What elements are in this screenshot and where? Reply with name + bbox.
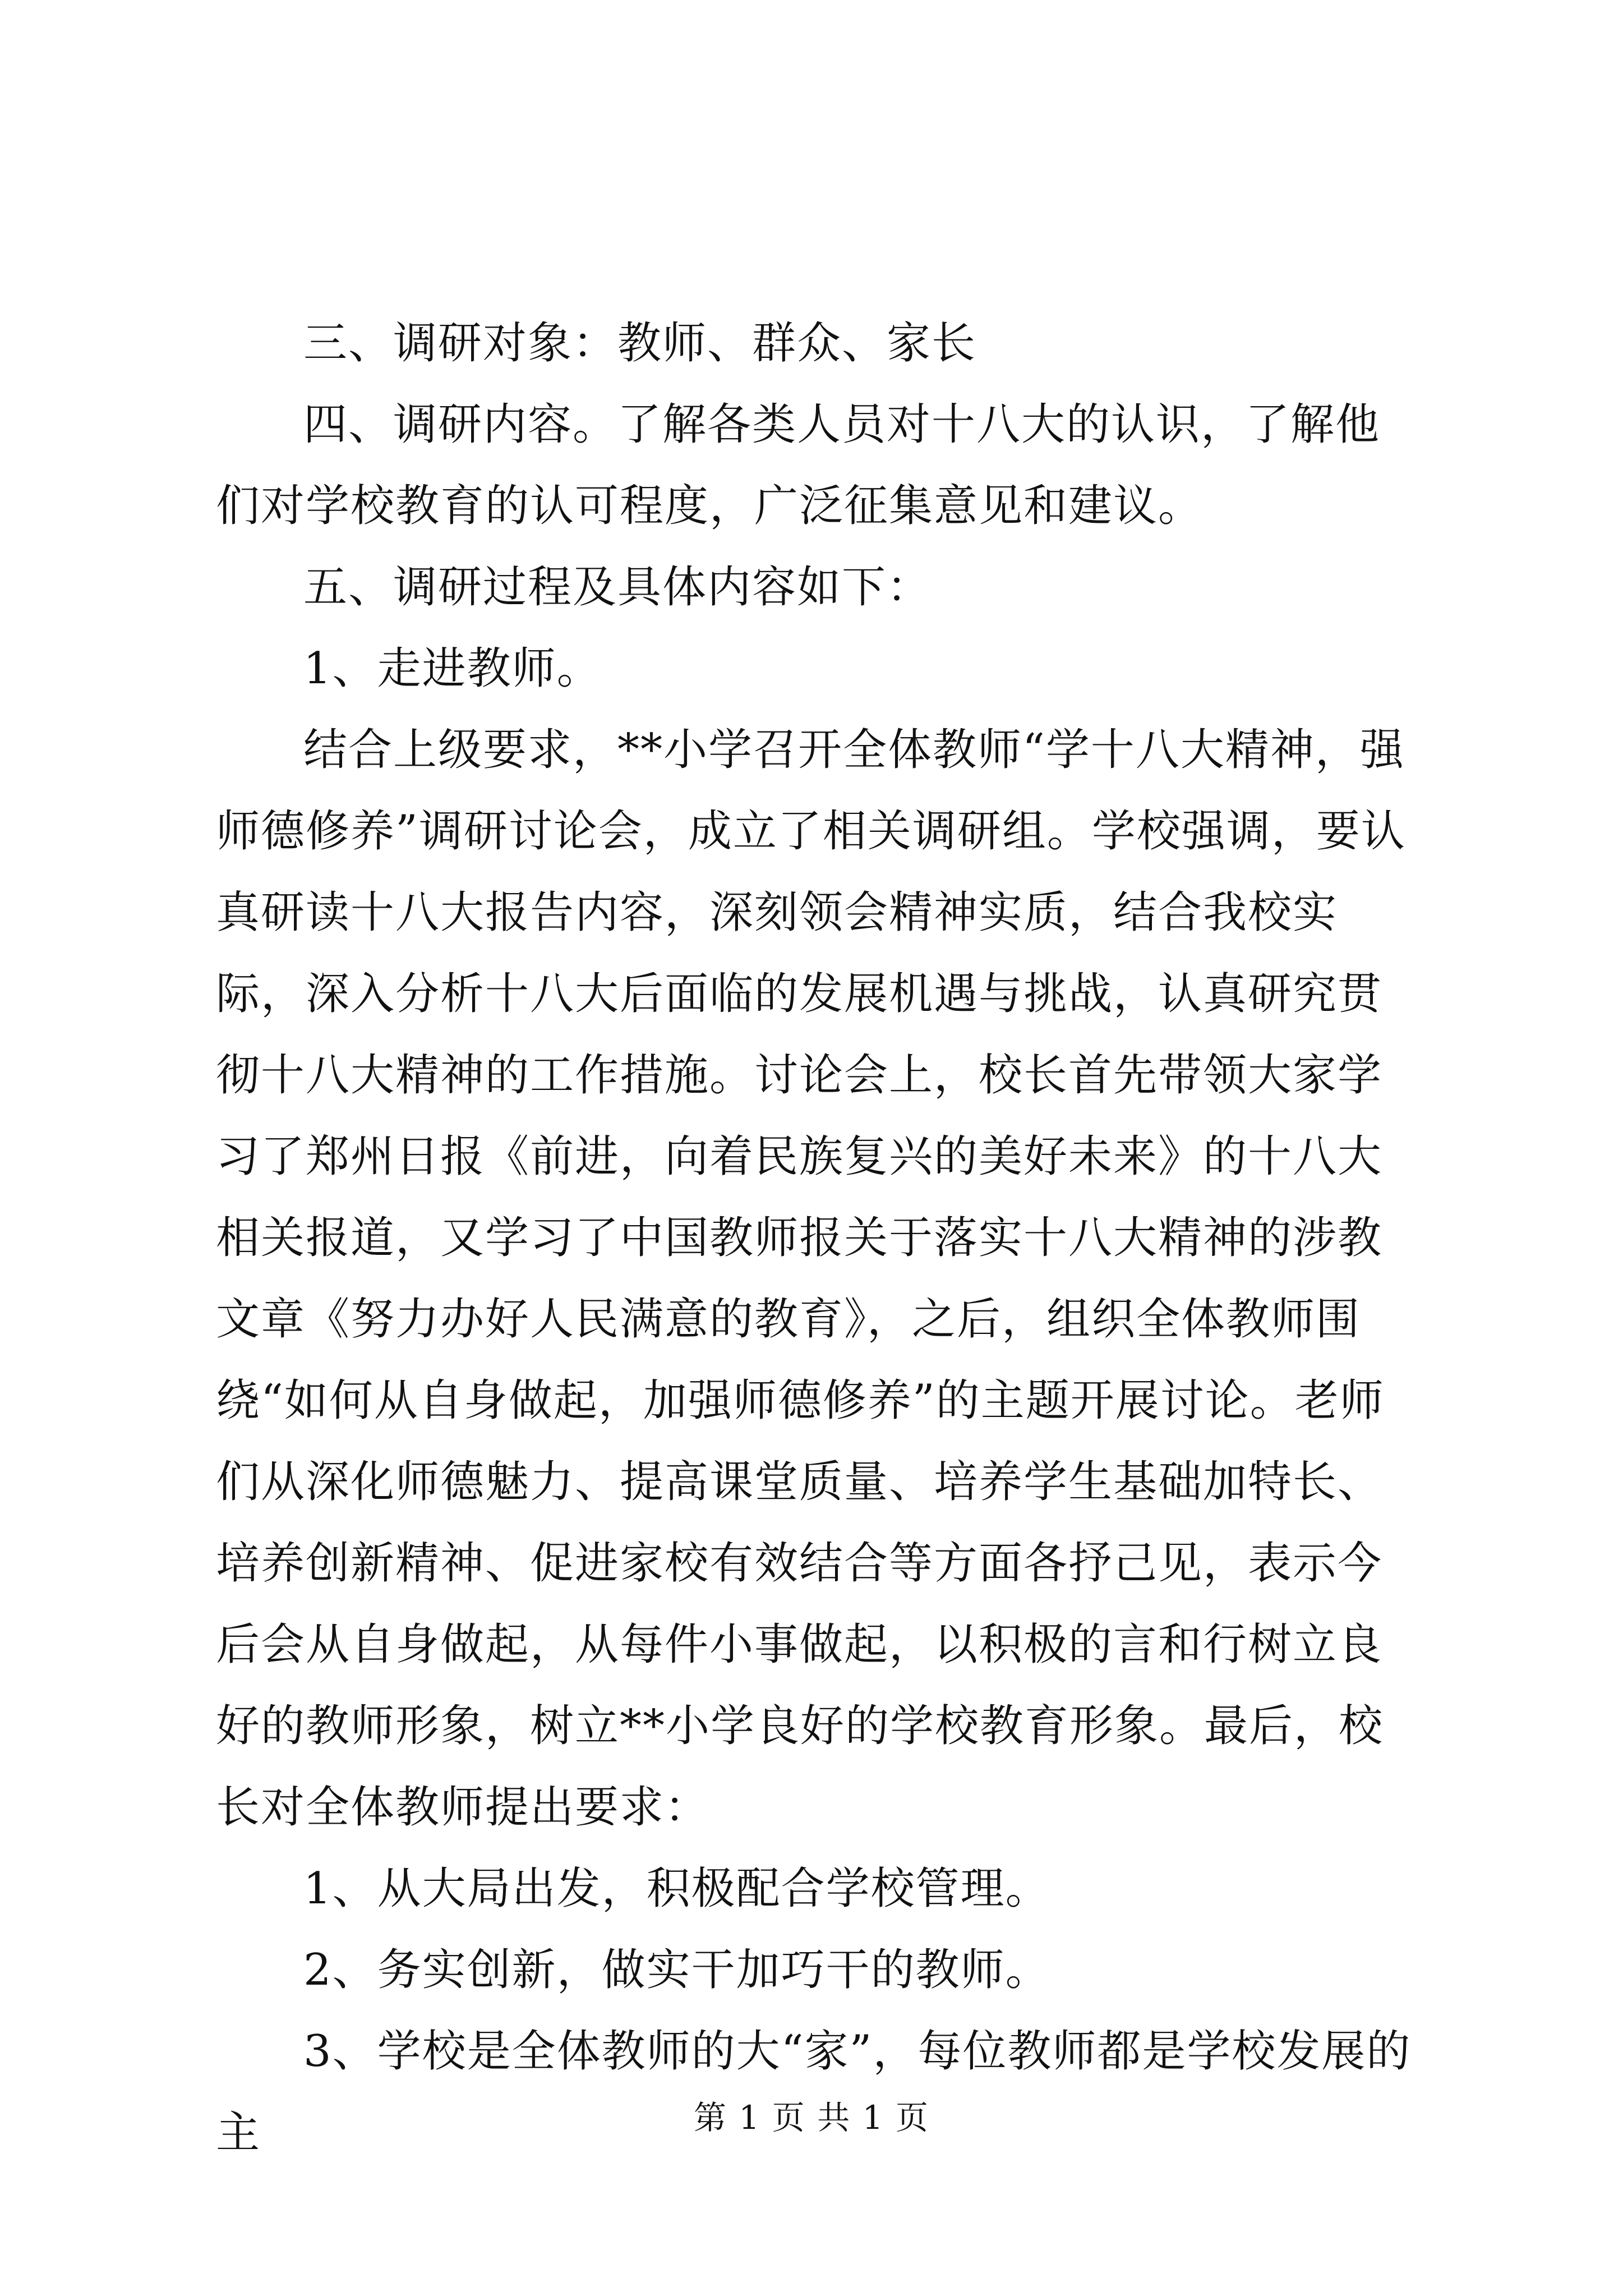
paragraph-research-subjects: 三、调研对象：教师、群众、家长 <box>303 318 977 369</box>
list-item-requirement-2: 2、务实创新，做实干加巧干的教师。 <box>303 1945 1050 1995</box>
document-body <box>216 303 1422 2174</box>
list-item-requirement-1: 1、从大局出发，积极配合学校管理。 <box>303 1864 1050 1914</box>
page-number-label: 第 1 页 共 1 页 <box>694 2099 929 2137</box>
page-footer <box>0 2095 1623 2140</box>
list-item-requirement-3: 3、学校是全体教师的大“家”，每位教师都是学校发展的主 <box>216 2026 1412 2158</box>
paragraph-research-process: 五、调研过程及具体内容如下： <box>303 562 932 613</box>
paragraph-visit-teachers: 1、走进教师。 <box>303 643 602 694</box>
paragraph-discussion-meeting: 结合上级要求，**小学召开全体教师“学十八大精神，强师德修养”调研讨论会，成立了相关调研组。学校强调，要认真研读十八大报告内容，深刻领会精神实质，结合我校实际，深入分析十八大后面临的发展机遇与挑战，认真研究贯彻十八大精神的工作措施。讨论会上，校长首先带领大家学习了郑州日报《前进，向着民族复兴的美好未来》的十八大相关报道，又学习了中国教师报关于落实十八大精神的涉教文章《努力办好人民满意的教育》，之后，组织全体教师围绕“如何从自身做起，加强师德修养”的主题开展讨论。老师们从深化师德魅力、提高课堂质量、培养学生基础加特长、培养创新精神、促进家校有效结合等方面各抒己见，表示今后会从自身做起，从每件小事做起，以积极的言和行树立良好的教师形象，树立**小学良好的学校教育形象。最后，校长对全体教师提出要求： <box>216 725 1406 1833</box>
paragraph-research-content: 四、调研内容。了解各类人员对十八大的认识，了解他们对学校教育的认可程度，广泛征集意见和建议。 <box>216 399 1381 531</box>
